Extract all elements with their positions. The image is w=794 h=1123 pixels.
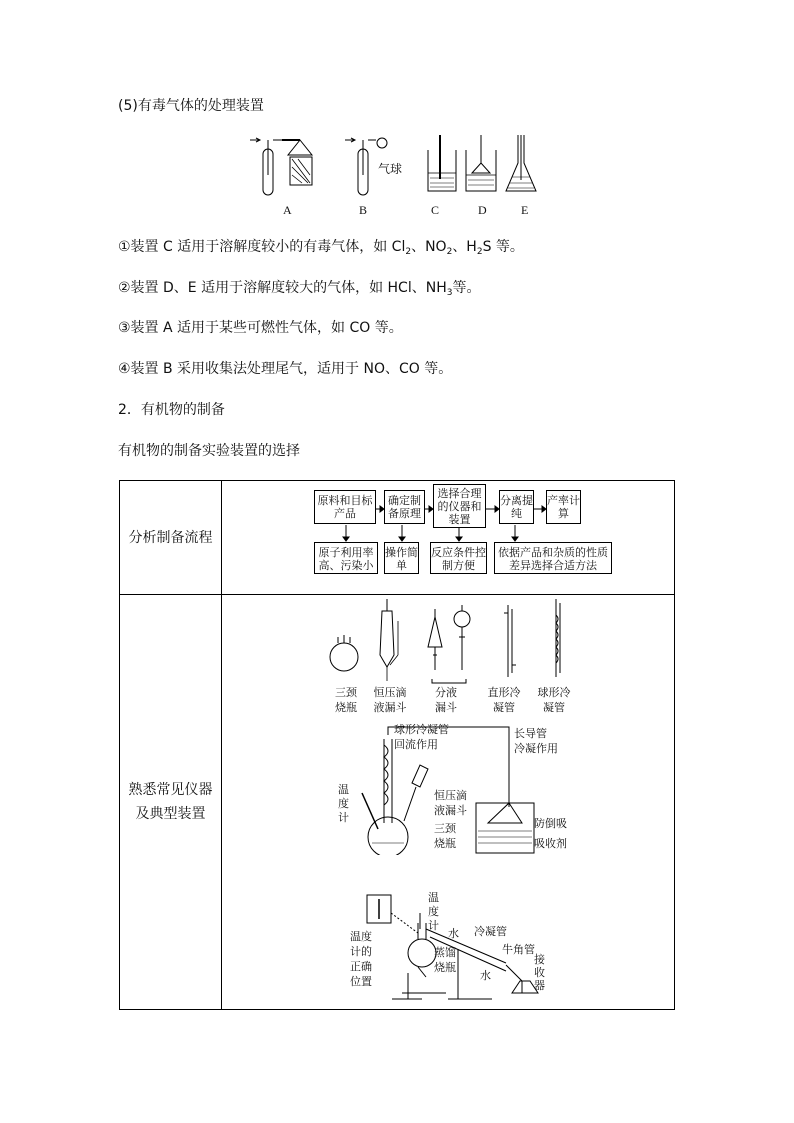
long-tube-label-2: 冷凝作用 (514, 742, 558, 755)
instr-bulb-condenser: 球形冷凝管 (537, 686, 571, 714)
receiver-label: 接收器 (534, 953, 545, 992)
thermometer-label-2: 温度计 (428, 891, 439, 932)
flow-step-apparatus: 选择合理的仪器和装置 (433, 484, 486, 528)
flow-step-principle: 确定制备原理 (384, 490, 425, 524)
reflux-label-2: 回流作用 (394, 738, 438, 751)
flow-note-method: 依据产品和杂质的性质差异选择合适方法 (494, 542, 612, 574)
funnel-label-2: 液漏斗 (434, 804, 467, 817)
thermometer-label: 温度计 (338, 783, 349, 824)
flow-note-control: 反应条件控制方便 (430, 542, 487, 574)
balloon-label: 气球 (378, 162, 403, 176)
absorbent-label: 吸收剂 (534, 837, 567, 850)
long-tube-label-1: 长导管 (514, 727, 547, 740)
note-4: ④装置 B 采用收集法处理尾气，适用于 NO、CO 等。 (118, 361, 453, 377)
flow-note-simple: 操作简单 (384, 542, 419, 574)
anti-backflow-label: 防倒吸 (534, 817, 567, 830)
row-label-flow: 分析制备流程 (120, 481, 222, 595)
instruments-cell (222, 595, 675, 1010)
row-label-instruments: 熟悉常见仪器 及典型装置 (120, 595, 222, 1010)
note-3: ③装置 A 适用于某些可燃性气体，如 CO 等。 (118, 320, 403, 336)
label-c: C (431, 203, 440, 217)
label-e: E (521, 203, 529, 217)
section-5-heading: (5)有毒气体的处理装置 (118, 98, 264, 114)
flask-label-2: 烧瓶 (434, 837, 456, 850)
prep-table (119, 480, 675, 1010)
flask-label-1: 三颈 (434, 822, 456, 835)
flow-step-yield: 产率计算 (546, 490, 581, 524)
label-b: B (359, 203, 368, 217)
instr-pressure-funnel: 恒压滴液漏斗 (373, 686, 407, 714)
note-1: ①装置 C 适用于溶解度较小的有毒气体，如 $Cl_2$、$NO_2$、$H_2S$ 等。 (118, 239, 524, 257)
flow-step-materials: 原料和目标产品 (314, 490, 376, 524)
flow-cell (222, 481, 675, 595)
flow-note-atom-economy: 原子利用率高、污染小 (314, 542, 378, 574)
water-out-label: 水 (480, 969, 491, 982)
section-2-subheading: 有机物的制备实验装置的选择 (118, 443, 300, 459)
water-in-label: 水 (448, 927, 459, 940)
section-2-heading: 2．有机物的制备 (118, 402, 225, 418)
adapter-label: 牛角管 (502, 943, 535, 956)
flow-step-separation: 分离提纯 (499, 490, 534, 524)
instr-three-neck-flask: 三颈烧瓶 (335, 686, 357, 714)
condenser-label: 冷凝管 (474, 925, 507, 938)
note-2: ②装置 D、E 适用于溶解度较大的气体，如 HCl、$NH_3$等。 (118, 280, 481, 298)
label-a: A (283, 203, 292, 217)
instr-sep-funnel: 分液漏斗 (435, 686, 457, 714)
instr-straight-condenser: 直形冷凝管 (487, 686, 521, 714)
temp-position-label: 温度计的正确位置 (350, 930, 372, 988)
distill-flask-label: 蒸馏烧瓶 (434, 946, 456, 974)
reflux-label-1: 球形冷凝管 (394, 723, 449, 736)
funnel-label-1: 恒压滴 (434, 789, 467, 802)
label-d: D (478, 203, 487, 217)
instrument-drawings (222, 595, 676, 695)
